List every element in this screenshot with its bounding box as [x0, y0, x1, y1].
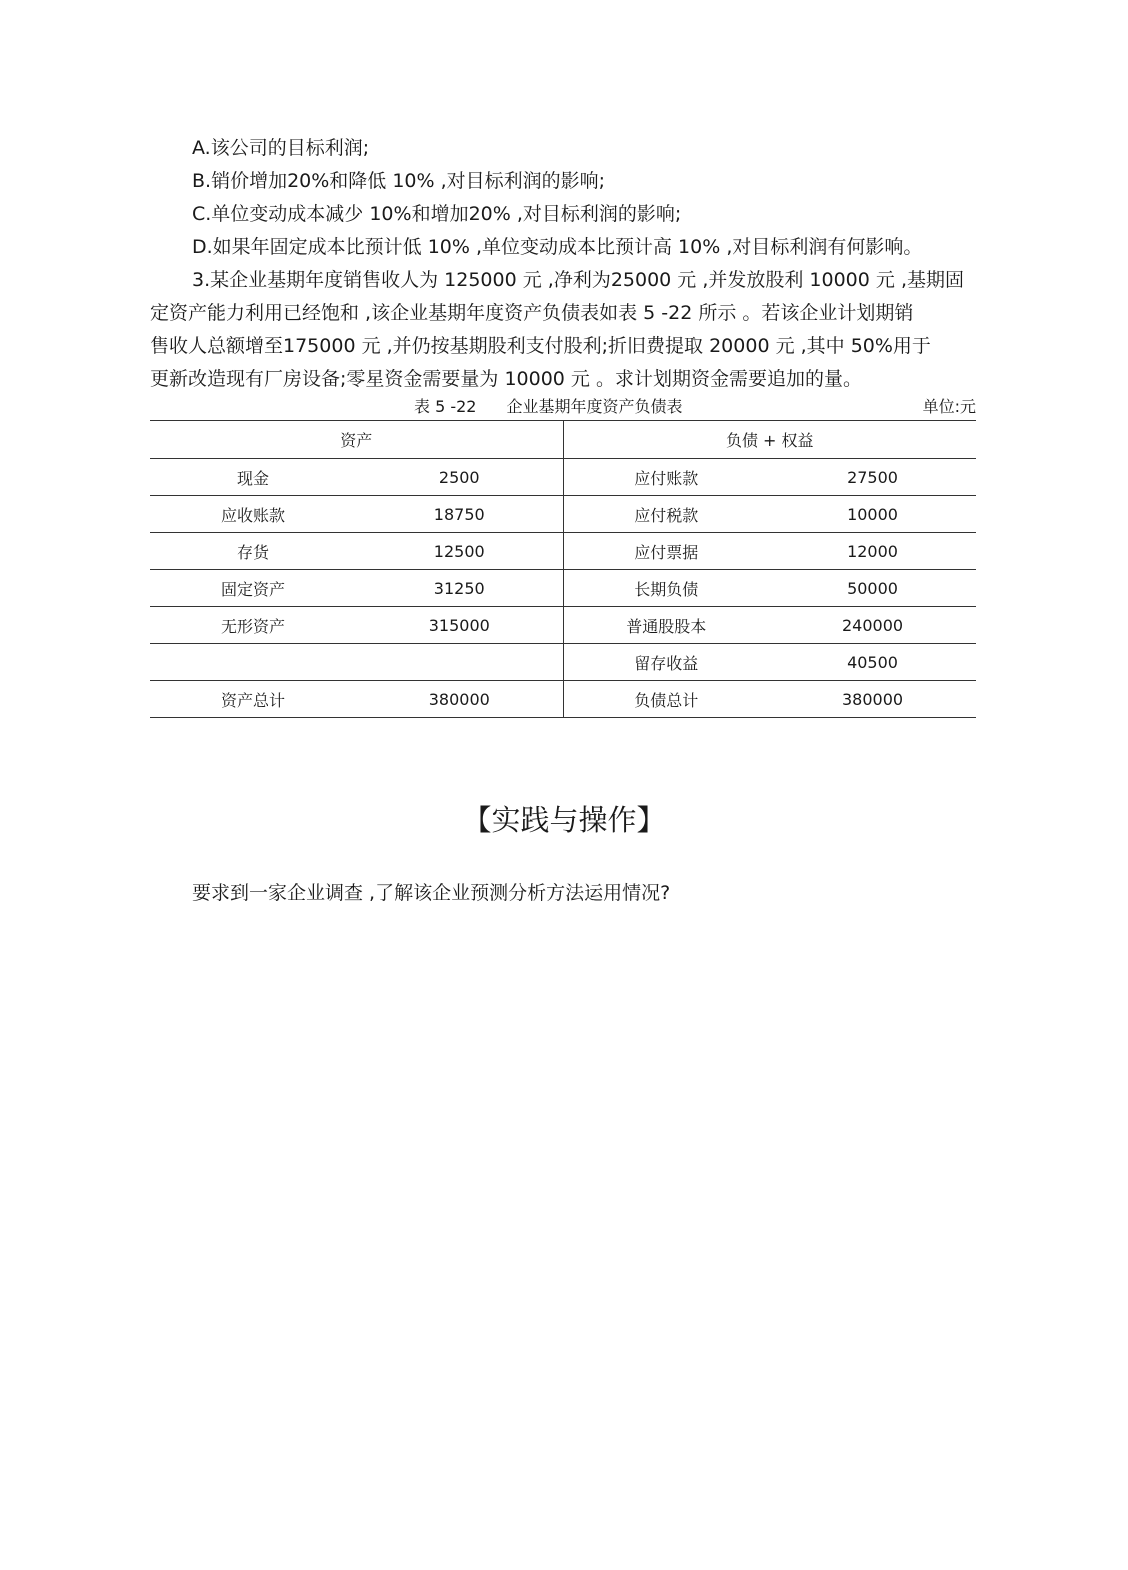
liability-name-cell: 应付票据 [563, 533, 769, 570]
liability-value-cell: 240000 [769, 607, 976, 644]
problem-3-line: 3.某企业基期年度销售收人为 125000 元 ,净利为25000 元 ,并发放股利 10000 元 ,基期固 [192, 269, 964, 291]
question-list [150, 132, 976, 264]
liability-total-value: 380000 [769, 681, 976, 718]
asset-name-cell [150, 644, 356, 681]
liability-name-cell: 长期负债 [563, 570, 769, 607]
asset-name-cell: 现金 [150, 459, 356, 496]
asset-value-cell: 18750 [356, 496, 563, 533]
liability-value-cell: 50000 [769, 570, 976, 607]
table-caption [150, 394, 976, 420]
table-row [150, 533, 976, 570]
asset-total-label: 资产总计 [150, 681, 356, 718]
asset-value-cell [356, 644, 563, 681]
table-number: 表 5 -22 [414, 397, 477, 416]
table-row [150, 607, 976, 644]
asset-total-value: 380000 [356, 681, 563, 718]
table-caption-title [414, 394, 683, 420]
problem-3-paragraph [150, 264, 976, 396]
liability-value-cell: 40500 [769, 644, 976, 681]
question-b: B.销价增加20%和降低 10% ,对目标利润的影响; [192, 170, 606, 192]
table-header-row [150, 421, 976, 459]
asset-value-cell: 2500 [356, 459, 563, 496]
table-unit: 单位:元 [922, 397, 976, 416]
liability-name-cell: 应付税款 [563, 496, 769, 533]
asset-name-cell: 存货 [150, 533, 356, 570]
practice-paragraph: 要求到一家企业调查 ,了解该企业预测分析方法运用情况? [192, 882, 671, 904]
asset-value-cell: 12500 [356, 533, 563, 570]
balance-sheet-table [150, 420, 976, 718]
table-total-row [150, 681, 976, 718]
liability-value-cell: 10000 [769, 496, 976, 533]
liability-total-label: 负债总计 [563, 681, 769, 718]
liabilities-equity-header: 负债 + 权益 [563, 421, 976, 459]
table-row [150, 459, 976, 496]
table-row [150, 570, 976, 607]
table-title: 企业基期年度资产负债表 [506, 397, 683, 416]
table-row [150, 644, 976, 681]
asset-value-cell: 31250 [356, 570, 563, 607]
liability-name-cell: 普通股股本 [563, 607, 769, 644]
liability-name-cell: 留存收益 [563, 644, 769, 681]
liability-name-cell: 应付账款 [563, 459, 769, 496]
main-content [150, 132, 976, 718]
section-heading: 【实践与操作】 [462, 803, 666, 837]
question-d: D.如果年固定成本比预计低 10% ,单位变动成本比预计高 10% ,对目标利润有何影响。 [192, 236, 923, 258]
asset-name-cell: 固定资产 [150, 570, 356, 607]
question-c: C.单位变动成本减少 10%和增加20% ,对目标利润的影响; [192, 203, 682, 225]
problem-3-line: 定资产能力利用已经饱和 ,该企业基期年度资产负债表如表 5 -22 所示 。若该企业计划期销 [150, 302, 914, 324]
question-a: A.该公司的目标利润; [192, 137, 370, 159]
asset-name-cell: 无形资产 [150, 607, 356, 644]
asset-value-cell: 315000 [356, 607, 563, 644]
liability-value-cell: 12000 [769, 533, 976, 570]
problem-3-line: 更新改造现有厂房设备;零星资金需要量为 10000 元 。求计划期资金需要追加的量。 [150, 368, 862, 390]
table-row [150, 496, 976, 533]
problem-3-line: 售收人总额增至175000 元 ,并仍按基期股利支付股利;折旧费提取 20000 元 ,其中 50%用于 [150, 335, 931, 357]
asset-name-cell: 应收账款 [150, 496, 356, 533]
assets-header: 资产 [150, 421, 563, 459]
liability-value-cell: 27500 [769, 459, 976, 496]
